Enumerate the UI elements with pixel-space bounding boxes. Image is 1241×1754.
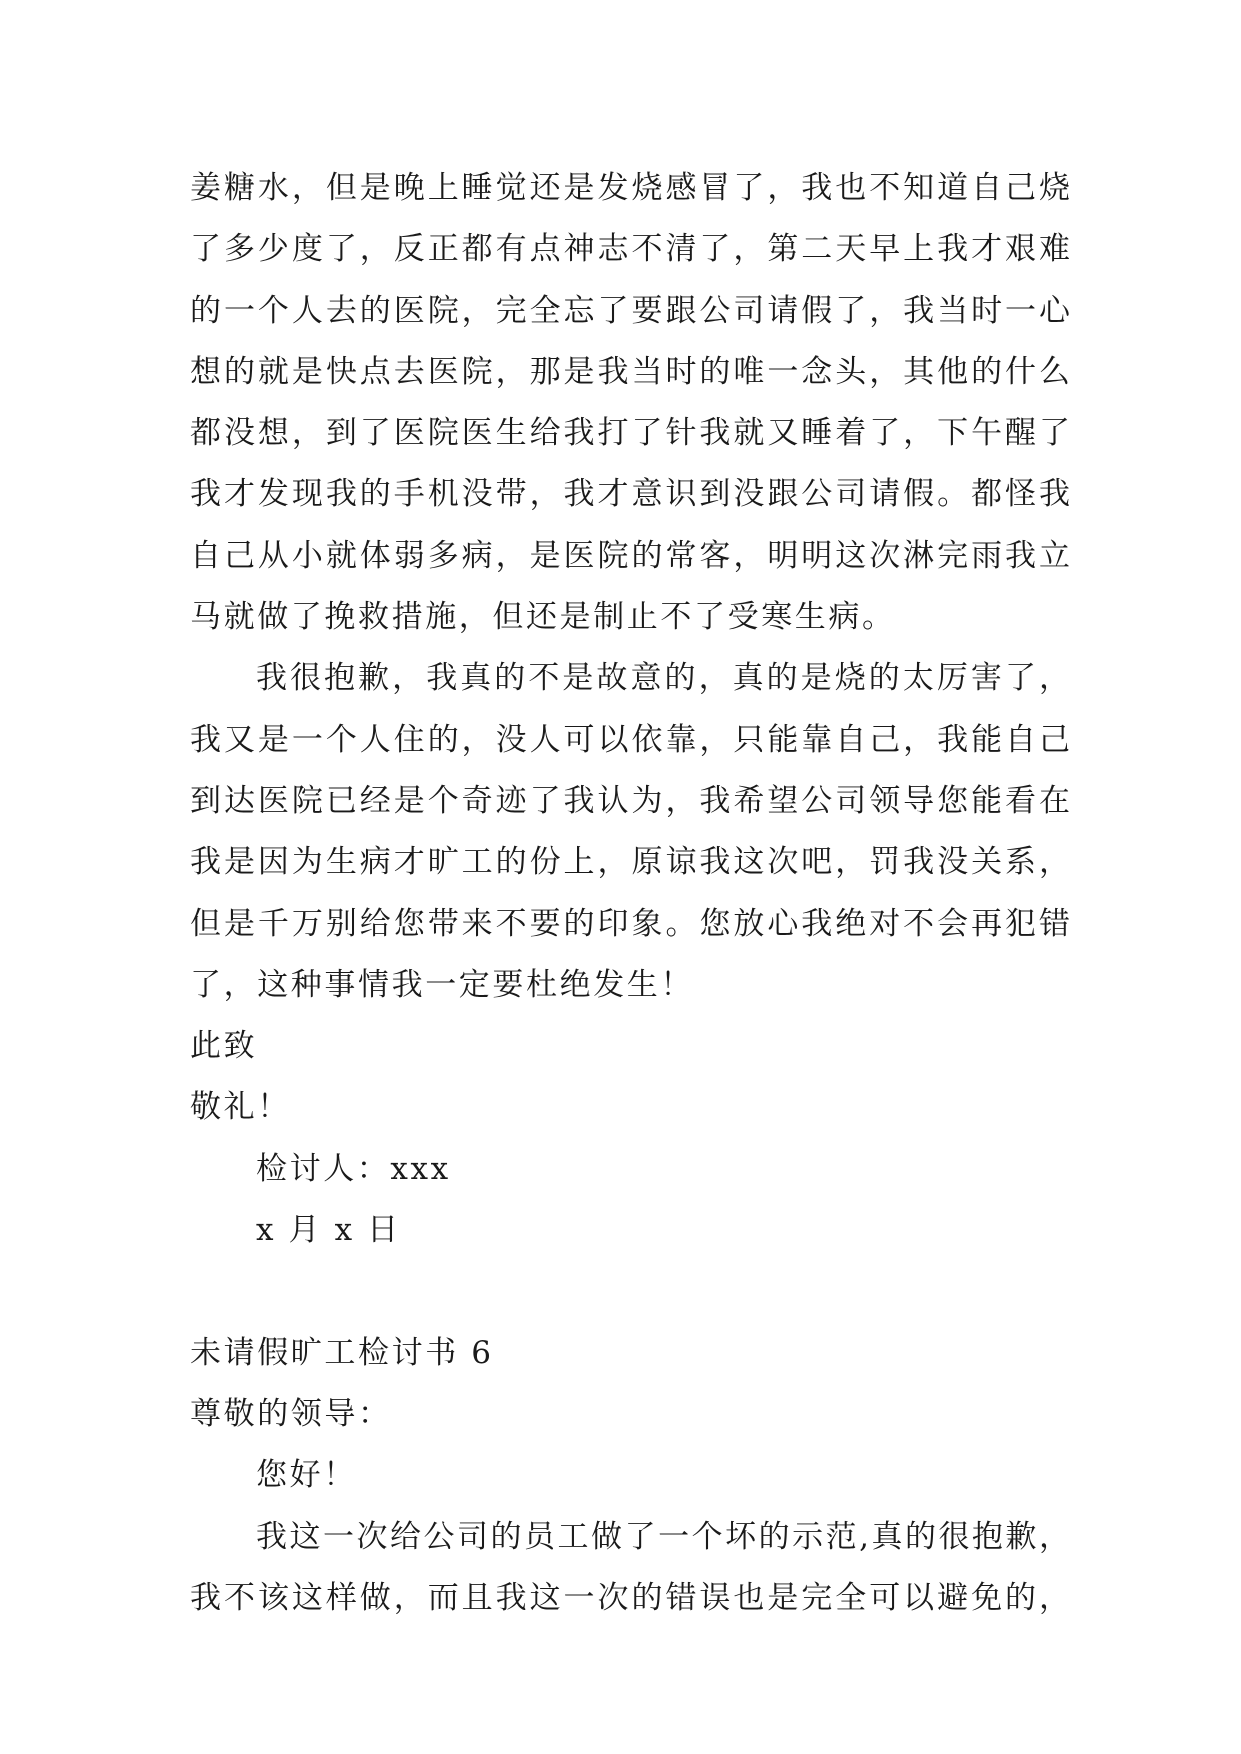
closing-line: 此致	[190, 1028, 258, 1065]
greeting-line: 尊敬的领导：	[190, 1395, 392, 1432]
body-line: 自己从小就体弱多病，是医院的常客，明明这次淋完雨我立	[190, 537, 1070, 574]
body-line: 到达医院已经是个奇迹了我认为，我希望公司领导您能看在	[190, 782, 1070, 819]
paragraph-first-line: 我很抱歉，我真的不是故意的，真的是烧的太厉害了，	[256, 660, 1070, 697]
body-line: 我不该这样做，而且我这一次的错误也是完全可以避免的，	[190, 1579, 1070, 1616]
body-line: 但是千万别给您带来不要的印象。您放心我绝对不会再犯错	[190, 905, 1070, 942]
body-line: 姜糖水，但是晚上睡觉还是发烧感冒了，我也不知道自己烧	[190, 170, 1070, 206]
greeting-line: 您好！	[256, 1457, 357, 1494]
body-line: 想的就是快点去医院，那是我当时的唯一念头，其他的什么	[190, 353, 1070, 390]
signature-line: 检讨人：xxx	[256, 1150, 451, 1187]
paragraph-first-line: 我这一次给公司的员工做了一个坏的示范,真的很抱歉，	[256, 1518, 1070, 1555]
section-title: 未请假旷工检讨书 6	[190, 1334, 494, 1371]
body-line: 的一个人去的医院，完全忘了要跟公司请假了，我当时一心	[190, 292, 1070, 329]
body-line: 都没想，到了医院医生给我打了针我就又睡着了，下午醒了	[190, 415, 1070, 452]
body-line: 了，这种事情我一定要杜绝发生！	[190, 966, 694, 1003]
document-body	[190, 158, 1070, 1629]
salutation-line: 敬礼！	[190, 1089, 291, 1126]
blank-line	[190, 1261, 1070, 1322]
date-line: x 月 x 日	[256, 1212, 401, 1249]
body-line: 我是因为生病才旷工的份上，原谅我这次吧，罚我没关系，	[190, 844, 1070, 881]
body-line: 我才发现我的手机没带，我才意识到没跟公司请假。都怪我	[190, 476, 1070, 513]
body-line: 了多少度了，反正都有点神志不清了，第二天早上我才艰难	[190, 231, 1070, 268]
body-line: 我又是一个人住的，没人可以依靠，只能靠自己，我能自己	[190, 721, 1070, 758]
body-line: 马就做了挽救措施，但还是制止不了受寒生病。	[190, 599, 896, 636]
